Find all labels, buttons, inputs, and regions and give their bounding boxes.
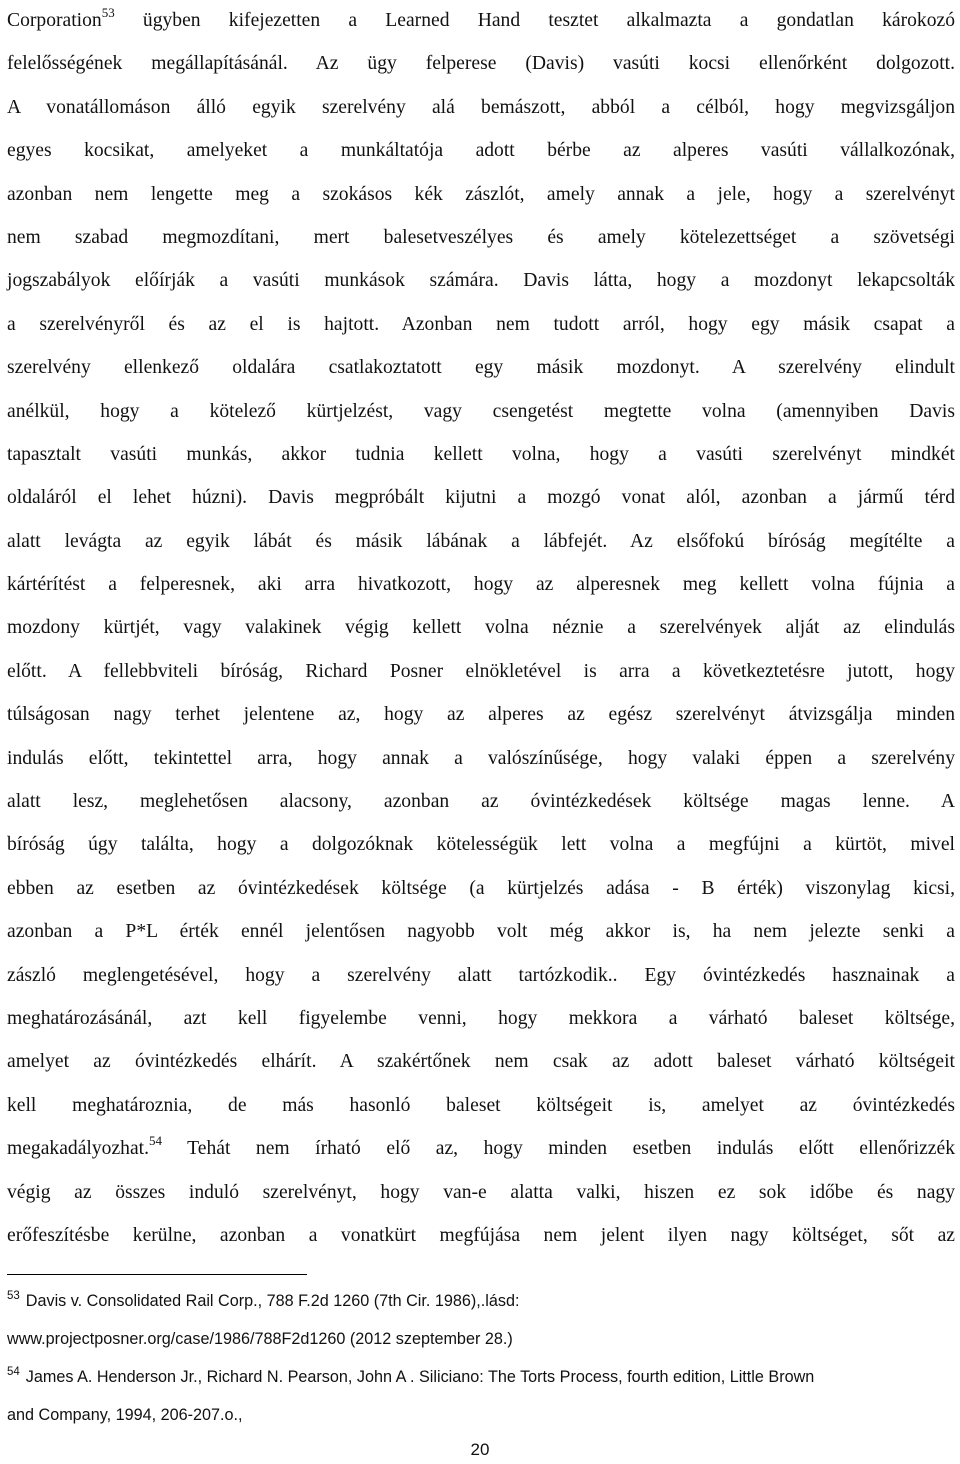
text-line: ebben az esetben az óvintézkedések költsége (a kürtjelzés adása - B érték) viszonylag kicsi,	[7, 877, 955, 899]
text-line: indulás előtt, tekintettel arra, hogy annak a valószínűsége, hogy valaki éppen a szerelvény	[7, 747, 955, 769]
text-line: anélkül, hogy a kötelező kürtjelzést, vagy csengetést megtette volna (amennyiben Davis	[7, 400, 955, 422]
text-line: túlságosan nagy terhet jelentene az, hogy az alperes az egész szerelvényt átvizsgálja minden	[7, 704, 955, 726]
footnote-text: James A. Henderson Jr., Richard N. Pearson, John A . Siliciano: The Torts Process, fourth edition, Little Brown	[25, 1368, 815, 1386]
text-line: jogszabályok előírják a vasúti munkások számára. Davis látta, hogy a mozdonyt lekapcsolták	[7, 270, 955, 292]
text-line: alatt lesz, meglehetősen alacsony, azonban az óvintézkedések költsége magas lenne. A	[7, 791, 955, 813]
text-line: zászló meglengetésével, hogy a szerelvény alatt tartózkodik.. Egy óvintézkedés hasznainak a	[7, 964, 955, 986]
footnote-ref-53[interactable]: 53	[101, 5, 115, 20]
text-line: végig az összes induló szerelvényt, hogy van-e alatta valki, hiszen ez sok időbe és nagy	[7, 1181, 955, 1203]
footnote-number: 54	[7, 1366, 20, 1378]
footnotes-section	[7, 1282, 955, 1434]
footnote-number: 53	[7, 1290, 20, 1302]
text-line: a szerelvényről és az el is hajtott. Azonban nem tudott arról, hogy egy másik csapat a	[7, 313, 955, 335]
text-line: nem szabad megmozdítani, mert balesetveszélyes és amely kötelezettséget a szövetségi	[7, 226, 955, 248]
footnote-ref-54[interactable]: 54	[149, 1133, 162, 1149]
text-line: azonban a P*L érték ennél jelentősen nagyobb volt még akkor is, ha nem jelezte senki a	[7, 921, 955, 943]
page-number: 20	[470, 1440, 490, 1459]
text-line: egyes kocsikat, amelyeket a munkáltatója adott bérbe az alperes vasúti vállalkozónak,	[7, 140, 955, 162]
footnote-54	[7, 1358, 955, 1396]
text-line: bíróság úgy találta, hogy a dolgozóknak kötelességük lett volna a megfújni a kürtöt, mivel	[7, 834, 955, 856]
footnote-text: Davis v. Consolidated Rail Corp., 788 F.2d 1260 (7th Cir. 1986),.lásd:	[25, 1292, 520, 1310]
text-line: mozdony kürtjét, vagy valakinek végig kellett volna néznie a szerelvények alját az elindulás	[7, 617, 955, 639]
text-line: erőfeszítésbe kerülne, azonban a vonatkürt megfújása nem jelent ilyen nagy költséget, sőt az	[7, 1224, 955, 1246]
text-line: előtt. A fellebbviteli bíróság, Richard Posner elnökletével is arra a következtetésre jutott, hogy	[7, 660, 955, 682]
text-line: szerelvény ellenkező oldalára csatlakoztatott egy másik mozdonyt. A szerelvény elindult	[7, 357, 955, 379]
body-paragraph	[7, 0, 955, 1257]
text-line: kell meghatároznia, de más hasonló baleset költségeit is, amelyet az óvintézkedés	[7, 1094, 955, 1116]
text-line: megakadályozhat.$^{54}$ Tehát nem írható elő az, hogy minden esetben indulás előtt ellenőrizzék	[7, 1133, 955, 1160]
text-line: felelősségének megállapításánál. Az ügy felperese (Davis) vasúti kocsi ellenőrként dolgozott.	[7, 53, 955, 75]
text-line: azonban nem lengette meg a szokásos kék zászlót, amely annak a jele, hogy a szerelvényt	[7, 183, 955, 205]
text-line: Corporation$^{53}$ ügyben kifejezetten a Learned Hand tesztet alkalmazta a gondatlan károkozó	[7, 5, 955, 31]
text-line: oldaláról el lehet húzni). Davis megpróbált kijutni a mozgó vonat alól, azonban a jármű térd	[7, 487, 955, 509]
footnote-53-continued[interactable]: www.projectposner.org/case/1986/788F2d1260 (2012 szeptember 28.)	[7, 1330, 513, 1348]
text-line: A vonatállomáson álló egyik szerelvény alá bemászott, abból a célból, hogy megvizsgáljon	[7, 96, 955, 118]
text-line: meghatározásánál, azt kell figyelembe venni, hogy mekkora a várható baleset költsége,	[7, 1007, 955, 1029]
text-line: kártérítést a felperesnek, aki arra hivatkozott, hogy az alperesnek meg kellett volna fújnia a	[7, 574, 955, 596]
footnote-54-continued: and Company, 1994, 206-207.o.,	[7, 1406, 243, 1424]
text-line: amelyet az óvintézkedés elhárít. A szakértőnek nem csak az adott baleset várható költségeit	[7, 1051, 955, 1073]
text-line: alatt levágta az egyik lábát és másik lábának a lábfejét. Az elsőfokú bíróság megítélte a	[7, 530, 955, 552]
text-line: tapasztalt vasúti munkás, akkor tudnia kellett volna, hogy a vasúti szerelvényt mindkét	[7, 443, 955, 465]
footnote-separator	[7, 1274, 307, 1275]
footnote-53	[7, 1282, 955, 1320]
